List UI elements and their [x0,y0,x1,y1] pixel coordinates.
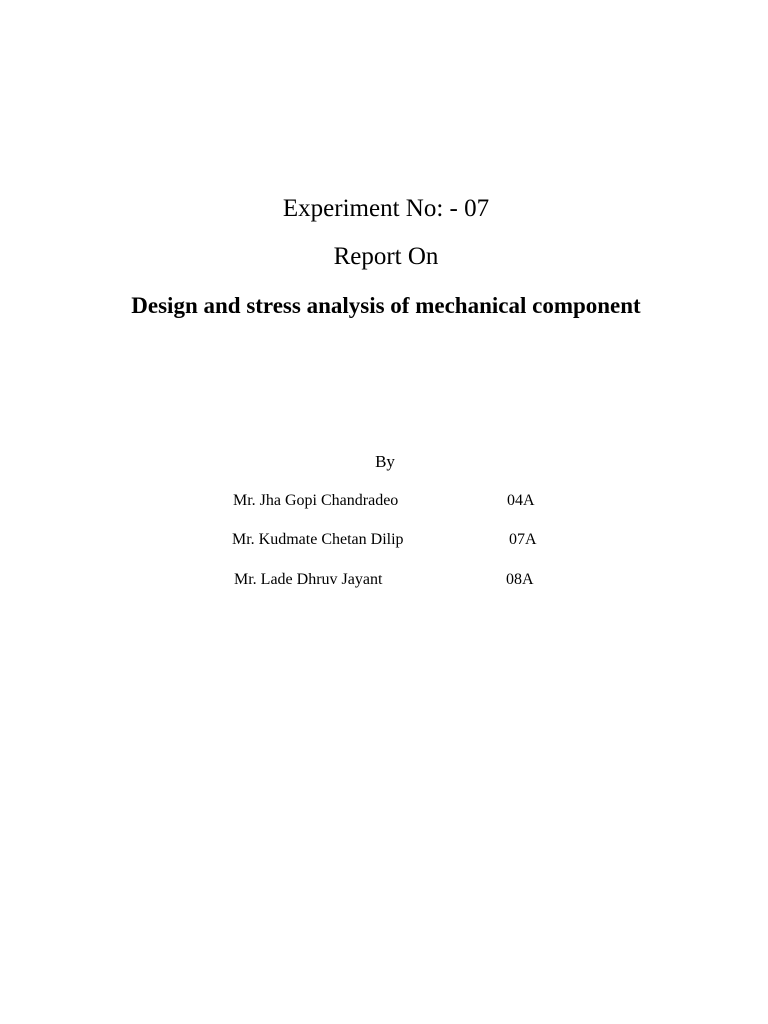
document-title: Design and stress analysis of mechanical component [131,293,641,318]
author-row [0,529,768,551]
author-name: Mr. Lade Dhruv Jayant [234,571,383,588]
author-name: Mr. Jha Gopi Chandradeo [233,492,399,509]
author-name: Mr. Kudmate Chetan Dilip [232,531,404,548]
author-row [0,569,768,591]
experiment-number: Experiment No: - 07 [282,195,490,222]
author-roll-number: 04A [507,492,535,509]
by-label: By [375,452,395,471]
report-on-label: Report On [333,243,439,270]
author-row [0,490,768,512]
author-roll-number: 08A [506,571,534,588]
author-roll-number: 07A [509,531,537,548]
